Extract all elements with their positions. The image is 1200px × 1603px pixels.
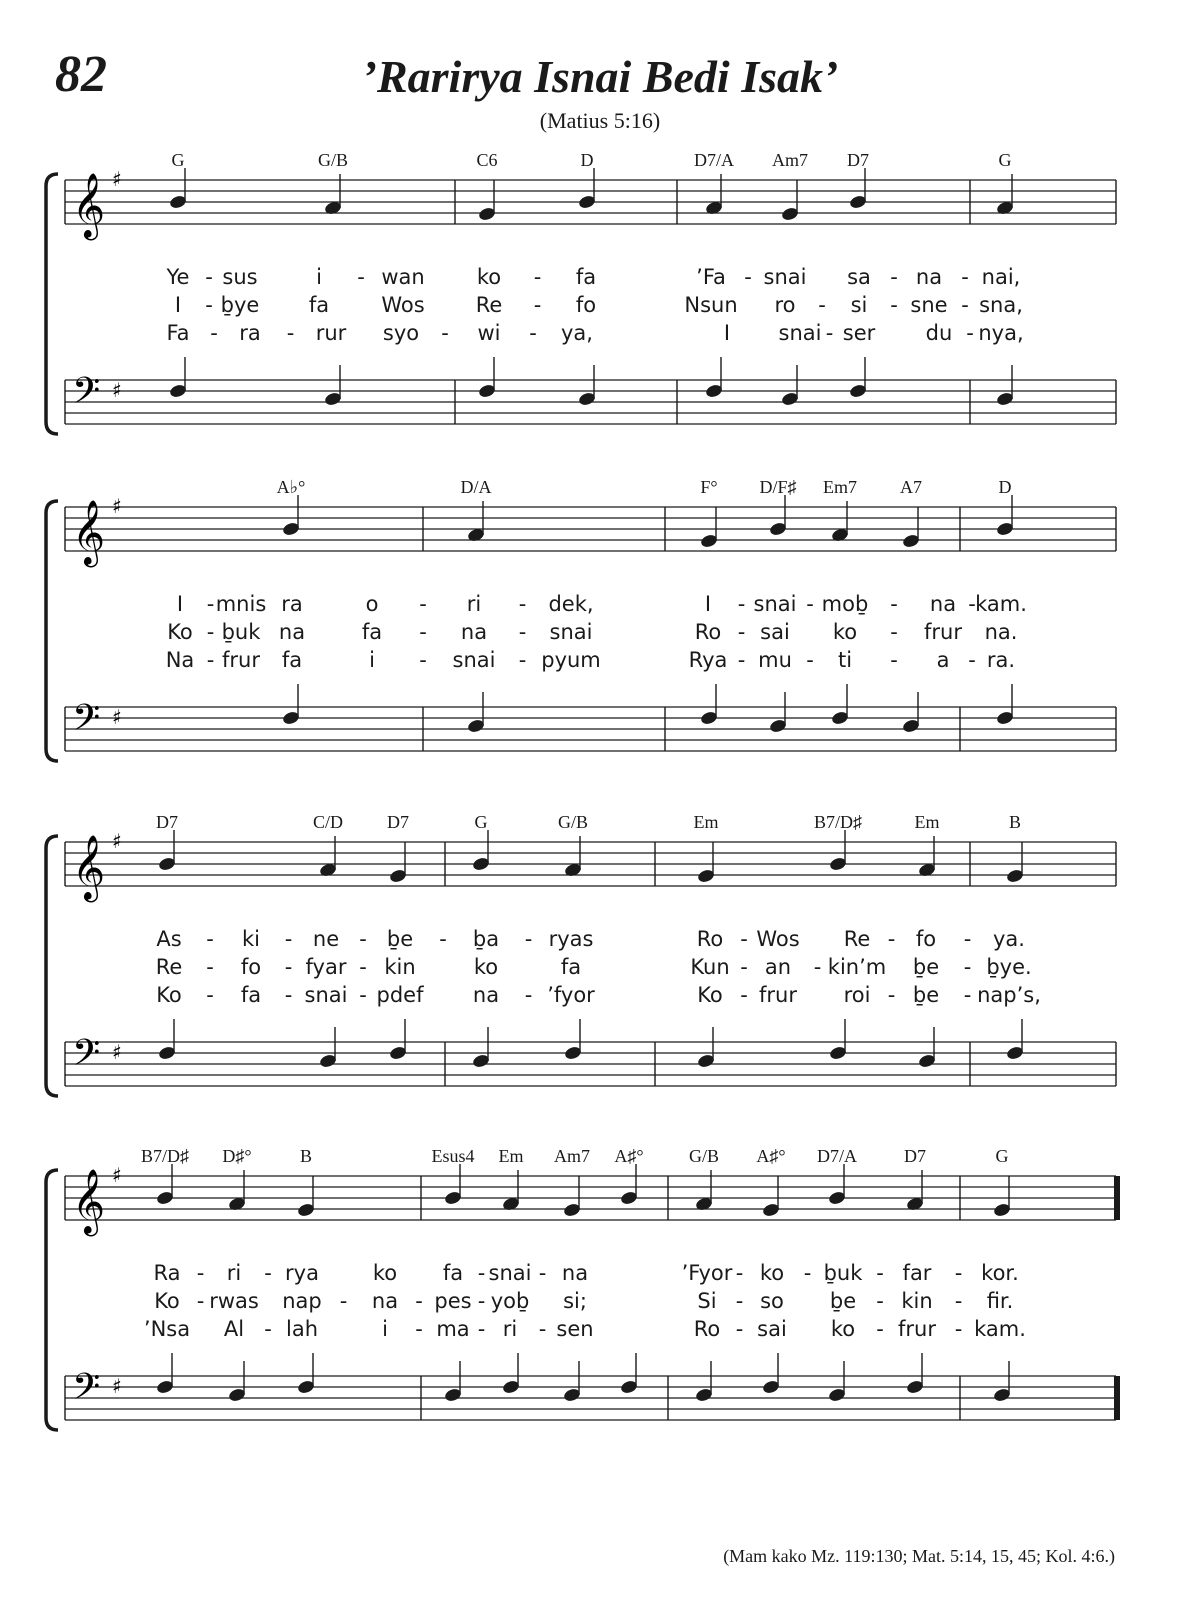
- key-sharp-icon: ♯: [112, 1040, 122, 1064]
- lyric-verse-2: [0, 293, 1200, 321]
- lyric-hyphen: -: [524, 983, 533, 1007]
- lyric-hyphen: -: [518, 648, 527, 672]
- lyric-hyphen: -: [954, 1261, 963, 1285]
- lyric-hyphen: -: [954, 1289, 963, 1313]
- lyric-hyphen: -: [533, 293, 542, 317]
- final-bar-line: [1114, 1176, 1120, 1220]
- lyric-hyphen: -: [284, 983, 293, 1007]
- lyric-syllable: ko: [473, 955, 499, 979]
- lyric-syllable: ra: [281, 592, 303, 616]
- lyric-syllable: ḇe: [912, 955, 940, 979]
- lyric-syllable: ro: [774, 293, 796, 317]
- chord-symbol: D7: [904, 1146, 926, 1166]
- lyric-hyphen: -: [876, 1289, 884, 1313]
- lyric-syllable: nya,: [978, 321, 1024, 345]
- music-system: [0, 477, 1200, 797]
- lyric-verse-2: [0, 1289, 1200, 1317]
- lyric-syllable: ri: [466, 592, 482, 616]
- key-sharp-icon: ♯: [112, 1374, 122, 1398]
- lyric-syllable: Na: [165, 648, 195, 672]
- lyric-verse-2: [0, 620, 1200, 648]
- lyric-syllable: na: [371, 1289, 399, 1313]
- chord-symbol: G: [171, 150, 185, 170]
- lyric-syllable: na.: [984, 620, 1018, 644]
- chord-symbol: G: [995, 1146, 1009, 1166]
- lyric-syllable: fyar: [305, 955, 347, 979]
- lyric-hyphen: -: [196, 1261, 205, 1285]
- lyric-hyphen: -: [206, 983, 214, 1007]
- lyric-verse-1: [0, 1261, 1200, 1289]
- lyric-hyphen: -: [890, 620, 898, 644]
- lyric-syllable: ḇe: [386, 927, 414, 951]
- chord-symbol: Em: [693, 812, 719, 832]
- lyric-syllable: Ko: [697, 983, 723, 1007]
- chord-symbol: D7/A: [694, 150, 734, 170]
- chord-symbol: D: [998, 477, 1012, 497]
- chord-symbol: G: [474, 812, 488, 832]
- lyric-syllable: Si: [697, 1289, 717, 1313]
- lyric-syllable: kin’m: [827, 955, 887, 979]
- lyric-syllable: ser: [842, 321, 876, 345]
- chord-symbol: D/F♯: [759, 477, 797, 497]
- lyric-verse-3: [0, 983, 1200, 1011]
- music-system: [0, 1146, 1200, 1466]
- chord-symbol: Em: [914, 812, 940, 832]
- lyric-syllable: na: [561, 1261, 589, 1285]
- lyric-syllable: Re: [843, 927, 871, 951]
- lyric-syllable: so: [760, 1289, 784, 1313]
- lyric-syllable: i: [382, 1317, 388, 1341]
- key-sharp-icon: ♯: [112, 829, 122, 853]
- lyric-syllable: Ko: [156, 983, 182, 1007]
- lyric-syllable: Al: [223, 1317, 245, 1341]
- lyric-syllable: Ro: [696, 927, 724, 951]
- chord-symbol: Em: [498, 1146, 524, 1166]
- chord-symbol: F°: [700, 477, 718, 497]
- lyric-syllable: i: [369, 648, 375, 672]
- chord-symbol: D7: [156, 812, 178, 832]
- lyric-hyphen: -: [284, 955, 293, 979]
- lyric-hyphen: -: [890, 293, 898, 317]
- lyric-hyphen: -: [740, 955, 748, 979]
- lyric-syllable: Re: [155, 955, 183, 979]
- lyric-syllable: Ro: [694, 620, 722, 644]
- lyric-syllable: dek,: [548, 592, 594, 616]
- lyric-syllable: Wos: [381, 293, 425, 317]
- lyric-hyphen: -: [439, 927, 447, 951]
- lyric-hyphen: -: [415, 1289, 423, 1313]
- lyric-syllable: kam.: [975, 592, 1027, 616]
- lyric-syllable: ’Fyor: [681, 1261, 733, 1285]
- bass-clef-icon: 𝄢: [72, 1032, 101, 1083]
- lyric-syllable: fa: [281, 648, 303, 672]
- lyric-syllable: ra: [239, 321, 261, 345]
- lyric-syllable: fa: [240, 983, 262, 1007]
- chord-symbol: G: [998, 150, 1012, 170]
- lyric-syllable: du: [925, 321, 953, 345]
- lyric-syllable: sen: [556, 1317, 594, 1341]
- treble-clef-icon: 𝄞: [72, 1169, 106, 1234]
- lyric-syllable: rur: [315, 321, 347, 345]
- lyric-hyphen: -: [419, 620, 427, 644]
- hymn-title: ’Rarirya Isnai Bedi Isak’: [361, 51, 839, 102]
- lyric-syllable: I: [704, 592, 712, 616]
- lyric-syllable: ryas: [548, 927, 594, 951]
- lyric-syllable: snai: [304, 983, 348, 1007]
- hymn-number: 82: [55, 46, 107, 103]
- lyric-verse-3: [0, 321, 1200, 349]
- lyric-syllable: si;: [563, 1289, 587, 1313]
- lyric-syllable: kor.: [981, 1261, 1019, 1285]
- lyric-hyphen: -: [744, 265, 752, 289]
- lyric-syllable: frur: [924, 620, 962, 644]
- lyric-verse-2: [0, 955, 1200, 983]
- lyric-syllable: na: [929, 592, 957, 616]
- key-sharp-icon: ♯: [112, 378, 122, 402]
- lyric-hyphen: -: [264, 1317, 272, 1341]
- lyric-hyphen: -: [477, 1317, 486, 1341]
- lyric-syllable: ne: [312, 927, 340, 951]
- lyric-hyphen: -: [961, 293, 969, 317]
- chord-symbol: D/A: [460, 477, 492, 497]
- chord-symbol: D7/A: [817, 1146, 857, 1166]
- lyric-hyphen: -: [890, 592, 898, 616]
- lyric-syllable: Wos: [756, 927, 800, 951]
- lyric-syllable: snai: [488, 1261, 532, 1285]
- lyric-syllable: ḇa: [472, 927, 500, 951]
- lyric-hyphen: -: [806, 648, 814, 672]
- lyric-hyphen: -: [876, 1261, 884, 1285]
- lyric-hyphen: -: [963, 927, 972, 951]
- lyric-syllable: nap’s,: [977, 983, 1041, 1007]
- lyric-syllable: sa: [847, 265, 871, 289]
- lyric-hyphen: -: [963, 955, 972, 979]
- lyric-hyphen: -: [415, 1317, 423, 1341]
- chord-symbol: G/B: [317, 150, 349, 170]
- lyric-hyphen: -: [533, 265, 542, 289]
- lyric-hyphen: -: [205, 293, 213, 317]
- lyric-hyphen: -: [737, 592, 746, 616]
- lyric-syllable: ko: [832, 620, 858, 644]
- lyric-hyphen: -: [206, 927, 214, 951]
- lyric-verse-3: [0, 1317, 1200, 1345]
- lyric-syllable: ma: [436, 1317, 470, 1341]
- lyric-syllable: ko: [476, 265, 502, 289]
- lyric-syllable: o: [365, 592, 379, 616]
- lyric-syllable: fa: [308, 293, 330, 317]
- lyric-hyphen: -: [284, 927, 293, 951]
- lyric-syllable: roi: [843, 983, 871, 1007]
- lyric-hyphen: -: [196, 1289, 205, 1313]
- lyric-syllable: kin: [901, 1289, 933, 1313]
- lyric-hyphen: -: [890, 265, 898, 289]
- lyric-hyphen: -: [359, 955, 367, 979]
- lyric-syllable: ’Fa: [696, 265, 726, 289]
- lyric-hyphen: -: [264, 1261, 272, 1285]
- chord-symbol: Esus4: [431, 1146, 475, 1166]
- lyric-hyphen: -: [357, 265, 365, 289]
- lyric-verse-1: [0, 592, 1200, 620]
- lyric-hyphen: -: [359, 983, 367, 1007]
- lyric-syllable: ko: [759, 1261, 785, 1285]
- lyric-syllable: na: [460, 620, 488, 644]
- lyric-hyphen: -: [206, 955, 214, 979]
- lyric-syllable: ra.: [986, 648, 1016, 672]
- lyric-syllable: fa: [361, 620, 383, 644]
- lyric-hyphen: -: [441, 321, 449, 345]
- lyric-syllable: fo: [915, 927, 937, 951]
- lyric-syllable: ḇuk: [823, 1261, 863, 1285]
- chord-symbol: C6: [476, 150, 498, 170]
- lyric-hyphen: -: [538, 1261, 547, 1285]
- chord-symbol: B: [299, 1146, 313, 1166]
- lyric-syllable: ḇuk: [221, 620, 261, 644]
- chord-symbol: B7/D♯: [813, 812, 863, 832]
- key-sharp-icon: ♯: [112, 167, 122, 191]
- lyric-syllable: far: [902, 1261, 932, 1285]
- treble-clef-icon: 𝄞: [72, 500, 106, 565]
- lyric-syllable: ḇe: [912, 983, 940, 1007]
- lyric-hyphen: -: [518, 592, 527, 616]
- lyric-syllable: sne: [910, 293, 948, 317]
- lyric-hyphen: -: [735, 1261, 744, 1285]
- chord-symbol: A♯°: [614, 1146, 644, 1166]
- lyric-hyphen: -: [538, 1317, 547, 1341]
- lyric-syllable: ri: [226, 1261, 242, 1285]
- final-bar-line: [1114, 1376, 1120, 1420]
- key-sharp-icon: ♯: [112, 705, 122, 729]
- chord-symbol: C/D: [312, 812, 344, 832]
- lyric-syllable: an: [764, 955, 792, 979]
- bass-clef-icon: 𝄢: [72, 697, 101, 748]
- lyric-syllable: Ra: [153, 1261, 181, 1285]
- lyric-syllable: kam.: [974, 1317, 1026, 1341]
- bass-clef-icon: 𝄢: [72, 1366, 101, 1417]
- chord-symbol: D: [580, 150, 594, 170]
- lyric-syllable: na: [278, 620, 306, 644]
- lyric-syllable: I: [176, 592, 184, 616]
- lyric-syllable: ti: [837, 648, 853, 672]
- lyric-hyphen: -: [206, 620, 215, 644]
- lyric-hyphen: -: [419, 648, 427, 672]
- lyric-hyphen: -: [339, 1289, 348, 1313]
- lyric-hyphen: -: [740, 983, 748, 1007]
- lyric-syllable: fa: [575, 265, 597, 289]
- chord-symbol: B: [1008, 812, 1022, 832]
- lyric-syllable: ya.: [993, 927, 1025, 951]
- lyric-syllable: ḇe: [829, 1289, 857, 1313]
- lyric-hyphen: -: [359, 927, 367, 951]
- chord-symbol: G/B: [688, 1146, 720, 1166]
- lyric-syllable: As: [156, 927, 182, 951]
- lyric-hyphen: -: [286, 321, 295, 345]
- lyric-syllable: I: [174, 293, 182, 317]
- lyric-hyphen: -: [735, 1289, 744, 1313]
- lyric-syllable: ki: [242, 927, 260, 951]
- lyric-syllable: I: [723, 321, 731, 345]
- lyric-syllable: Rya: [688, 648, 728, 672]
- lyric-syllable: moḇ: [821, 592, 869, 616]
- lyric-syllable: wi: [477, 321, 501, 345]
- lyric-syllable: snai: [778, 321, 822, 345]
- lyric-syllable: ri: [502, 1317, 518, 1341]
- lyric-verse-1: [0, 927, 1200, 955]
- lyric-syllable: snai: [549, 620, 593, 644]
- key-sharp-icon: ♯: [112, 494, 122, 518]
- treble-clef-icon: 𝄞: [72, 173, 106, 238]
- lyric-syllable: si: [850, 293, 868, 317]
- lyric-syllable: kin: [384, 955, 416, 979]
- lyric-hyphen: -: [803, 1261, 812, 1285]
- lyric-syllable: rwas: [209, 1289, 259, 1313]
- lyric-hyphen: -: [737, 648, 746, 672]
- lyric-hyphen: -: [876, 1317, 884, 1341]
- lyric-hyphen: -: [419, 592, 427, 616]
- chord-symbol: A♭°: [276, 477, 306, 497]
- lyric-hyphen: -: [210, 321, 218, 345]
- music-system: [0, 150, 1200, 470]
- lyric-hyphen: -: [477, 1261, 486, 1285]
- lyric-syllable: frur: [898, 1317, 936, 1341]
- bass-clef-icon: 𝄢: [72, 370, 101, 421]
- lyric-syllable: lah: [285, 1317, 319, 1341]
- lyric-hyphen: -: [813, 955, 822, 979]
- lyric-hyphen: -: [887, 927, 896, 951]
- lyric-syllable: ya,: [561, 321, 593, 345]
- music-system: [0, 812, 1200, 1132]
- lyric-syllable: fa: [560, 955, 582, 979]
- lyric-hyphen: -: [524, 927, 533, 951]
- chord-symbol: A♯°: [756, 1146, 786, 1166]
- lyric-syllable: ko: [372, 1261, 398, 1285]
- lyric-syllable: fa: [442, 1261, 464, 1285]
- scripture-reference: (Matius 5:16): [539, 108, 661, 133]
- lyric-syllable: Ye: [166, 265, 190, 289]
- lyric-hyphen: -: [887, 983, 896, 1007]
- lyric-hyphen: -: [890, 648, 898, 672]
- lyric-hyphen: -: [806, 592, 814, 616]
- lyric-verse-1: [0, 265, 1200, 293]
- footer-references: (Mam kako Mz. 119:130; Mat. 5:14, 15, 45; Kol. 4:6.): [723, 1546, 1115, 1566]
- chord-symbol: G/B: [557, 812, 589, 832]
- lyric-syllable: fir.: [986, 1289, 1014, 1313]
- lyric-hyphen: -: [966, 321, 974, 345]
- lyric-hyphen: -: [737, 620, 746, 644]
- lyric-syllable: mnis: [215, 592, 267, 616]
- lyric-syllable: a: [936, 648, 950, 672]
- treble-clef-icon: 𝄞: [72, 835, 106, 900]
- lyric-syllable: snai: [763, 265, 807, 289]
- lyric-syllable: frur: [222, 648, 260, 672]
- lyric-syllable: fo: [240, 955, 262, 979]
- lyric-syllable: frur: [759, 983, 797, 1007]
- lyric-syllable: ’Nsa: [143, 1317, 191, 1341]
- lyric-syllable: Re: [475, 293, 503, 317]
- lyric-hyphen: -: [961, 265, 969, 289]
- lyric-hyphen: -: [477, 1289, 486, 1313]
- lyric-hyphen: -: [206, 592, 215, 616]
- lyric-syllable: pes: [434, 1289, 472, 1313]
- lyric-hyphen: -: [518, 620, 527, 644]
- lyric-syllable: i: [316, 265, 322, 289]
- chord-symbol: Am7: [772, 150, 808, 170]
- lyric-syllable: sna,: [979, 293, 1023, 317]
- lyric-syllable: na: [472, 983, 500, 1007]
- lyric-syllable: ḇye.: [986, 955, 1032, 979]
- lyric-syllable: sus: [222, 265, 258, 289]
- lyric-hyphen: -: [529, 321, 537, 345]
- lyric-syllable: sai: [760, 620, 790, 644]
- lyric-syllable: pyum: [541, 648, 601, 672]
- lyric-verse-3: [0, 648, 1200, 676]
- lyric-syllable: fo: [575, 293, 597, 317]
- lyric-hyphen: -: [740, 927, 748, 951]
- lyric-syllable: mu: [758, 648, 792, 672]
- lyric-syllable: Ko: [154, 1289, 180, 1313]
- lyric-syllable: nap: [282, 1289, 322, 1313]
- lyric-syllable: nai,: [981, 265, 1021, 289]
- chord-symbol: Am7: [554, 1146, 590, 1166]
- lyric-syllable: Nsun: [684, 293, 738, 317]
- lyric-hyphen: -: [954, 1317, 963, 1341]
- lyric-syllable: Ko: [167, 620, 193, 644]
- lyric-syllable: yoḇ: [490, 1289, 530, 1313]
- lyric-syllable: Fa: [166, 321, 190, 345]
- chord-symbol: Em7: [823, 477, 857, 497]
- lyric-syllable: snai: [452, 648, 496, 672]
- lyric-syllable: syo: [382, 321, 420, 345]
- lyric-syllable: snai: [753, 592, 797, 616]
- lyric-hyphen: -: [968, 592, 976, 616]
- lyric-syllable: rya: [285, 1261, 319, 1285]
- lyric-syllable: na: [915, 265, 943, 289]
- lyric-hyphen: -: [735, 1317, 744, 1341]
- lyric-hyphen: -: [818, 293, 826, 317]
- lyric-syllable: Kun: [690, 955, 730, 979]
- lyric-syllable: Ro: [693, 1317, 721, 1341]
- key-sharp-icon: ♯: [112, 1163, 122, 1187]
- lyric-syllable: ḇye: [220, 293, 260, 317]
- chord-symbol: B7/D♯: [140, 1146, 190, 1166]
- lyric-hyphen: -: [968, 648, 976, 672]
- chord-symbol: D7: [387, 812, 409, 832]
- lyric-syllable: ko: [830, 1317, 856, 1341]
- lyric-hyphen: -: [825, 321, 834, 345]
- lyric-hyphen: -: [206, 648, 215, 672]
- lyric-syllable: pdef: [376, 983, 424, 1007]
- lyric-syllable: sai: [757, 1317, 787, 1341]
- lyric-hyphen: -: [205, 265, 213, 289]
- lyric-syllable: wan: [381, 265, 425, 289]
- chord-symbol: D♯°: [222, 1146, 252, 1166]
- lyric-syllable: ’fyor: [547, 983, 595, 1007]
- chord-symbol: D7: [847, 150, 869, 170]
- lyric-hyphen: -: [963, 983, 972, 1007]
- chord-symbol: A7: [900, 477, 922, 497]
